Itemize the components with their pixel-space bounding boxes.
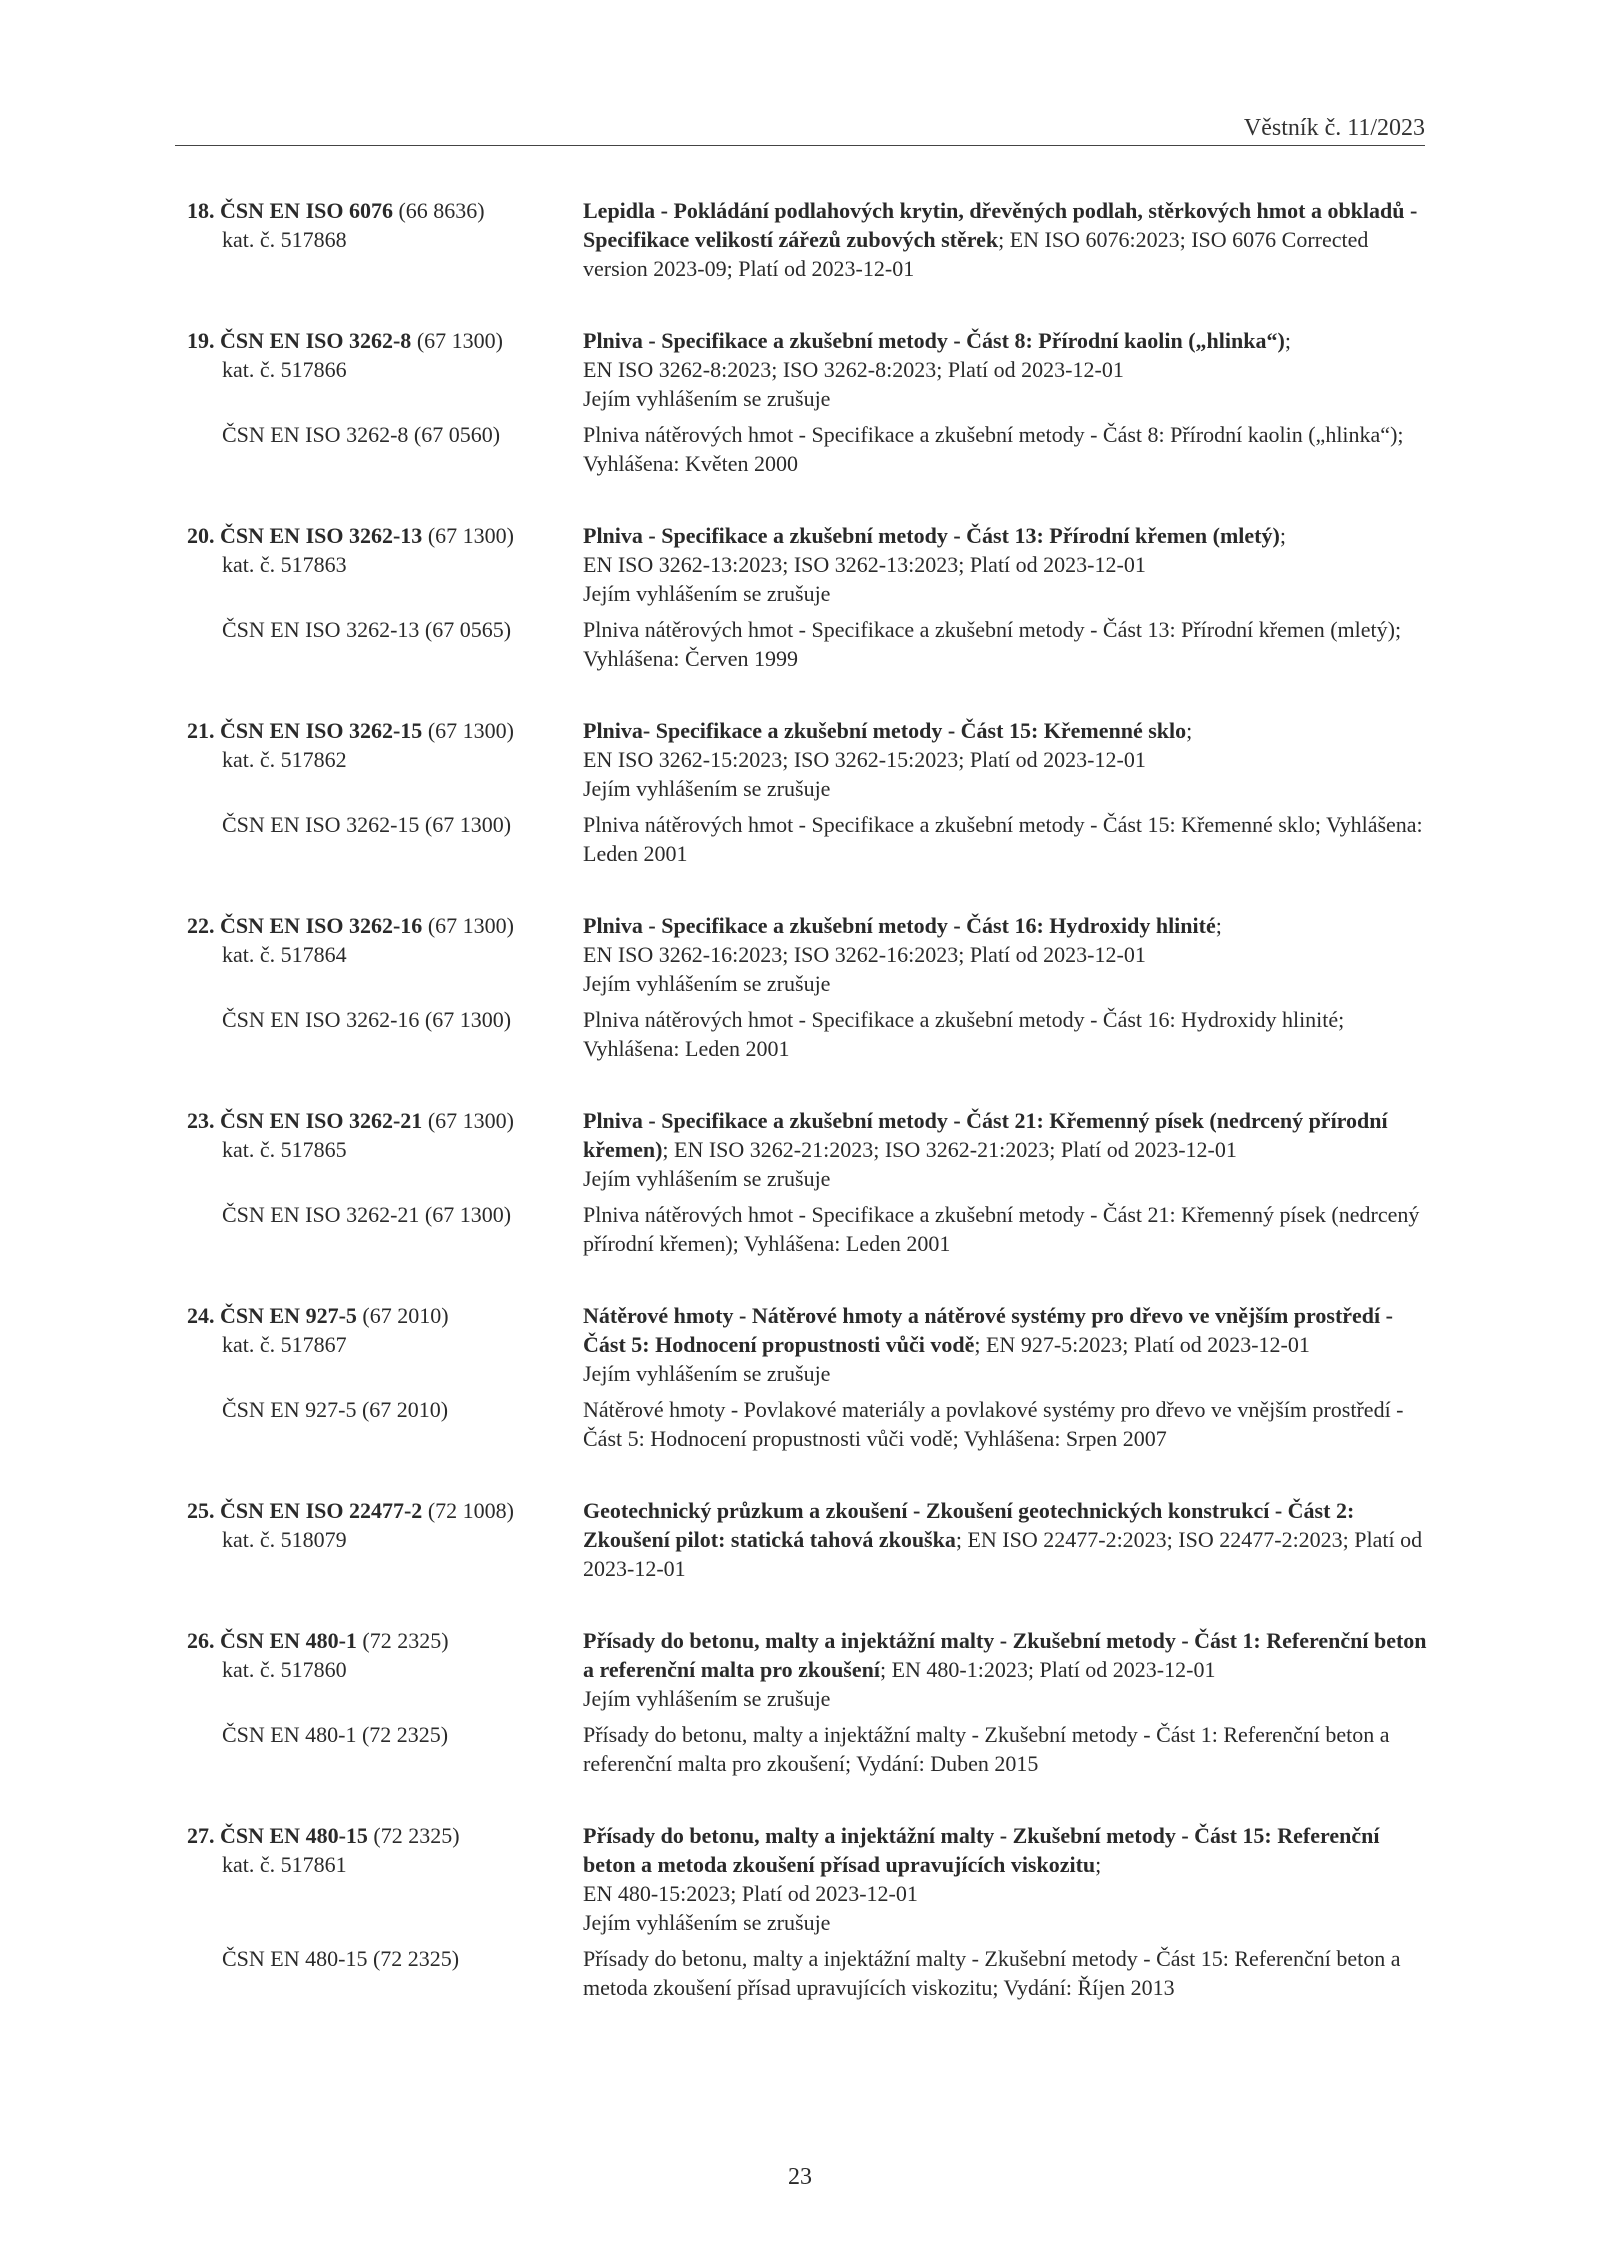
superseded-identifier (187, 420, 583, 478)
standard-title: Přísady do betonu, malty a injektážní malty - Zkušební metody - Část 1: Referenční beton a referenční malta pro zkoušení (583, 1628, 1427, 1682)
standard-title-line (583, 196, 1432, 283)
standard-references: EN ISO 3262-8:2023; ISO 3262-8:2023; Platí od 2023-12-01 (583, 357, 1124, 382)
page-number: 23 (788, 2164, 812, 2190)
supersedes-note: Jejím vyhlášením se zrušuje (583, 1686, 831, 1711)
entry-main-row (187, 1496, 1432, 1583)
standard-entry (187, 1301, 1432, 1453)
standard-details: ; (1215, 913, 1222, 938)
superseded-description: Plniva nátěrových hmot - Specifikace a zkušební metody - Část 8: Přírodní kaolin („hlinka“); Vyhlášena: Květen 2000 (583, 422, 1404, 476)
standard-title: Plniva- Specifikace a zkušební metody - Část 15: Křemenné sklo (583, 718, 1187, 743)
standard-entry (187, 716, 1432, 868)
standard-title-line (583, 911, 1432, 940)
superseded-standard: ČSN EN 480-15 (72 2325) (222, 1946, 460, 1971)
entry-identifier (187, 1821, 583, 1937)
standard-designation (187, 521, 583, 550)
entry-description (583, 911, 1432, 998)
standard-designation (187, 326, 583, 355)
catalog-number: kat. č. 517864 (222, 942, 347, 967)
superseded-identifier (187, 1395, 583, 1453)
superseded-row (187, 1720, 1432, 1778)
entry-identifier (187, 196, 583, 283)
standard-entry (187, 1821, 1432, 2002)
superseded-row (187, 615, 1432, 673)
catalog-number: kat. č. 518079 (222, 1527, 347, 1552)
superseded-description: Plniva nátěrových hmot - Specifikace a zkušební metody - Část 16: Hydroxidy hlinité; Vyhlášena: Leden 2001 (583, 1007, 1345, 1061)
classification-code: (72 1008) (422, 1498, 514, 1523)
standard-details: ; EN ISO 3262-21:2023; ISO 3262-21:2023; Platí od 2023-12-01 (662, 1137, 1237, 1162)
entry-main-row (187, 716, 1432, 803)
standard-code: ČSN EN ISO 3262-16 (220, 913, 423, 938)
entry-main-row (187, 1821, 1432, 1937)
standard-details: ; EN 927-5:2023; Platí od 2023-12-01 (974, 1332, 1310, 1357)
standard-designation (187, 1496, 583, 1525)
standard-details: ; EN 480-1:2023; Platí od 2023-12-01 (879, 1657, 1216, 1682)
standard-title-line (583, 521, 1432, 550)
superseded-identifier (187, 810, 583, 868)
standard-entry (187, 521, 1432, 673)
entry-main-row (187, 196, 1432, 283)
supersedes-note: Jejím vyhlášením se zrušuje (583, 776, 831, 801)
entry-main-row (187, 521, 1432, 608)
standards-list (187, 196, 1432, 2045)
superseded-standard: ČSN EN 480-1 (72 2325) (222, 1722, 449, 1747)
standard-code: ČSN EN 927-5 (220, 1303, 357, 1328)
superseded-row (187, 1200, 1432, 1258)
catalog-number: kat. č. 517860 (222, 1657, 347, 1682)
standard-details: ; (1186, 718, 1193, 743)
standard-title: Přísady do betonu, malty a injektážní malty - Zkušební metody - Část 15: Referenční beton a metoda zkoušení přísad upravujících viskozitu (583, 1823, 1380, 1877)
entry-number: 22. (187, 913, 215, 938)
entry-number: 18. (187, 198, 215, 223)
standard-code: ČSN EN ISO 3262-8 (220, 328, 412, 353)
entry-number: 26. (187, 1628, 215, 1653)
standard-designation (187, 716, 583, 745)
superseded-standard: ČSN EN ISO 3262-13 (67 0565) (222, 617, 512, 642)
standard-title-line (583, 1301, 1432, 1359)
standard-code: ČSN EN ISO 3262-15 (220, 718, 423, 743)
standard-title-line (583, 1821, 1432, 1879)
entry-description (583, 326, 1432, 413)
catalog-number: kat. č. 517865 (222, 1137, 347, 1162)
entry-description (583, 1496, 1432, 1583)
standard-references: EN ISO 3262-16:2023; ISO 3262-16:2023; Platí od 2023-12-01 (583, 942, 1146, 967)
supersedes-note: Jejím vyhlášením se zrušuje (583, 581, 831, 606)
standard-entry (187, 1496, 1432, 1583)
entry-main-row (187, 1106, 1432, 1193)
entry-description (583, 1626, 1432, 1713)
entry-number: 27. (187, 1823, 215, 1848)
standard-references: EN 480-15:2023; Platí od 2023-12-01 (583, 1881, 918, 1906)
entry-main-row (187, 911, 1432, 998)
entry-number: 24. (187, 1303, 215, 1328)
catalog-number: kat. č. 517863 (222, 552, 347, 577)
entry-description (583, 716, 1432, 803)
superseded-identifier (187, 615, 583, 673)
classification-code: (72 2325) (356, 1628, 449, 1653)
supersedes-note: Jejím vyhlášením se zrušuje (583, 386, 831, 411)
superseded-identifier (187, 1005, 583, 1063)
entry-description (583, 1106, 1432, 1193)
standard-code: ČSN EN ISO 22477-2 (220, 1498, 423, 1523)
superseded-standard: ČSN EN 927-5 (67 2010) (222, 1397, 449, 1422)
superseded-standard: ČSN EN ISO 3262-21 (67 1300) (222, 1202, 512, 1227)
entry-description (583, 196, 1432, 283)
entry-number: 21. (187, 718, 215, 743)
entry-identifier (187, 716, 583, 803)
supersedes-note: Jejím vyhlášením se zrušuje (583, 1910, 831, 1935)
standard-title-line (583, 1496, 1432, 1583)
superseded-row (187, 420, 1432, 478)
classification-code: (67 1300) (422, 718, 514, 743)
entry-description (583, 1821, 1432, 1937)
standard-entry (187, 1106, 1432, 1258)
standard-code: ČSN EN 480-15 (220, 1823, 368, 1848)
standard-entry (187, 1626, 1432, 1778)
entry-identifier (187, 911, 583, 998)
classification-code: (66 8636) (392, 198, 485, 223)
standard-title: Plniva - Specifikace a zkušební metody - Část 8: Přírodní kaolin („hlinka“) (583, 328, 1285, 353)
catalog-number: kat. č. 517867 (222, 1332, 347, 1357)
entry-main-row (187, 1626, 1432, 1713)
standard-designation (187, 1626, 583, 1655)
classification-code: (67 1300) (422, 913, 514, 938)
standard-title: Plniva - Specifikace a zkušební metody - Část 16: Hydroxidy hlinité (583, 913, 1216, 938)
entry-number: 20. (187, 523, 215, 548)
standard-code: ČSN EN ISO 6076 (220, 198, 393, 223)
catalog-number: kat. č. 517861 (222, 1852, 347, 1877)
entry-description (583, 1301, 1432, 1388)
classification-code: (67 1300) (411, 328, 503, 353)
superseded-standard: ČSN EN ISO 3262-8 (67 0560) (222, 422, 501, 447)
standard-details: ; (1095, 1852, 1102, 1877)
standard-details: ; (1279, 523, 1286, 548)
standard-title: Nátěrové hmoty - Nátěrové hmoty a nátěrové systémy pro dřevo ve vnějším prostředí - Část 5: Hodnocení propustnosti vůči vodě (583, 1303, 1393, 1357)
entry-identifier (187, 1106, 583, 1193)
superseded-description: Plniva nátěrových hmot - Specifikace a zkušební metody - Část 13: Přírodní křemen (mletý); Vyhlášena: Červen 1999 (583, 617, 1402, 671)
standard-designation (187, 911, 583, 940)
standard-entry (187, 196, 1432, 283)
superseded-description: Plniva nátěrových hmot - Specifikace a zkušební metody - Část 15: Křemenné sklo; Vyhlášena: Leden 2001 (583, 812, 1423, 866)
entry-identifier (187, 1496, 583, 1583)
superseded-standard: ČSN EN ISO 3262-16 (67 1300) (222, 1007, 512, 1032)
superseded-identifier (187, 1720, 583, 1778)
standard-entry (187, 326, 1432, 478)
entry-number: 25. (187, 1498, 215, 1523)
supersedes-note: Jejím vyhlášením se zrušuje (583, 1361, 831, 1386)
classification-code: (67 1300) (422, 523, 514, 548)
superseded-row (187, 1005, 1432, 1063)
header-divider (175, 145, 1425, 146)
standard-references: EN ISO 3262-13:2023; ISO 3262-13:2023; Platí od 2023-12-01 (583, 552, 1146, 577)
supersedes-note: Jejím vyhlášením se zrušuje (583, 1166, 831, 1191)
classification-code: (72 2325) (367, 1823, 460, 1848)
standard-title: Plniva - Specifikace a zkušební metody - Část 13: Přírodní křemen (mletý) (583, 523, 1280, 548)
superseded-description: Přísady do betonu, malty a injektážní malty - Zkušební metody - Část 1: Referenční beton a referenční malta pro zkoušení; Vydání: Duben 2015 (583, 1722, 1390, 1776)
supersedes-note: Jejím vyhlášením se zrušuje (583, 971, 831, 996)
entry-main-row (187, 326, 1432, 413)
standard-title-line (583, 1106, 1432, 1164)
standard-code: ČSN EN ISO 3262-21 (220, 1108, 423, 1133)
catalog-number: kat. č. 517862 (222, 747, 347, 772)
entry-identifier (187, 1301, 583, 1388)
standard-details: ; EN ISO 22477-2:2023; ISO 22477-2:2023; Platí od 2023-12-01 (583, 1527, 1423, 1581)
entry-identifier (187, 1626, 583, 1713)
classification-code: (67 1300) (422, 1108, 514, 1133)
standard-designation (187, 1106, 583, 1135)
standard-title: Plniva - Specifikace a zkušební metody - Část 21: Křemenný písek (nedrcený přírodní křemen) (583, 1108, 1388, 1162)
superseded-row (187, 1944, 1432, 2002)
standard-designation (187, 1821, 583, 1850)
standard-code: ČSN EN ISO 3262-13 (220, 523, 423, 548)
entry-identifier (187, 521, 583, 608)
standard-details: ; (1284, 328, 1291, 353)
standard-title-line (583, 1626, 1432, 1684)
standard-code: ČSN EN 480-1 (220, 1628, 357, 1653)
standard-details: ; EN ISO 6076:2023; ISO 6076 Corrected version 2023-09; Platí od 2023-12-01 (583, 227, 1369, 281)
standard-title: Geotechnický průzkum a zkoušení - Zkoušení geotechnických konstrukcí - Část 2: Zkoušení pilot: statická tahová zkouška (583, 1498, 1355, 1552)
standard-designation (187, 196, 583, 225)
entry-main-row (187, 1301, 1432, 1388)
standard-designation (187, 1301, 583, 1330)
entry-description (583, 521, 1432, 608)
superseded-identifier (187, 1200, 583, 1258)
entry-identifier (187, 326, 583, 413)
superseded-standard: ČSN EN ISO 3262-15 (67 1300) (222, 812, 512, 837)
bulletin-title: Věstník č. 11/2023 (1243, 115, 1425, 141)
superseded-description: Plniva nátěrových hmot - Specifikace a zkušební metody - Část 21: Křemenný písek (nedrcený přírodní křemen); Vyhlášena: Leden 2001 (583, 1202, 1420, 1256)
superseded-identifier (187, 1944, 583, 2002)
standard-title-line (583, 716, 1432, 745)
entry-number: 19. (187, 328, 215, 353)
classification-code: (67 2010) (356, 1303, 449, 1328)
catalog-number: kat. č. 517866 (222, 357, 347, 382)
standard-references: EN ISO 3262-15:2023; ISO 3262-15:2023; Platí od 2023-12-01 (583, 747, 1146, 772)
standard-entry (187, 911, 1432, 1063)
standard-title-line (583, 326, 1432, 355)
catalog-number: kat. č. 517868 (222, 227, 347, 252)
superseded-description: Přísady do betonu, malty a injektážní malty - Zkušební metody - Část 15: Referenční beton a metoda zkoušení přísad upravujících viskozitu; Vydání: Říjen 2013 (583, 1946, 1401, 2000)
superseded-row (187, 810, 1432, 868)
entry-number: 23. (187, 1108, 215, 1133)
superseded-row (187, 1395, 1432, 1453)
standard-title: Lepidla - Pokládání podlahových krytin, dřevěných podlah, stěrkových hmot a obkladů - Specifikace velikostí zářezů zubových stěrek (583, 198, 1418, 252)
superseded-description: Nátěrové hmoty - Povlakové materiály a povlakové systémy pro dřevo ve vnějším prostředí - Část 5: Hodnocení propustnosti vůči vodě; Vyhlášena: Srpen 2007 (583, 1397, 1404, 1451)
